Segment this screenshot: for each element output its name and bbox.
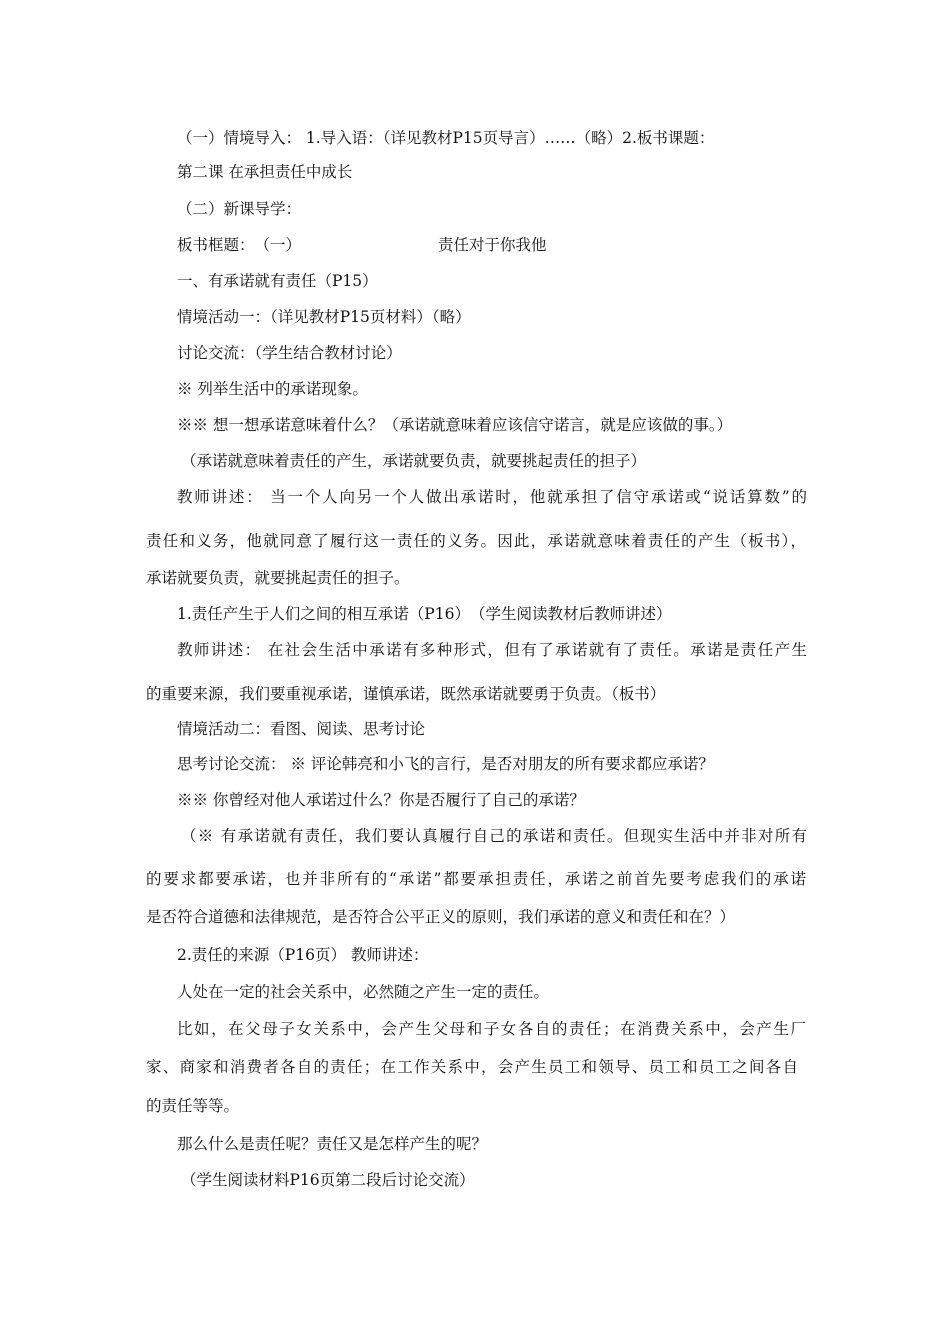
- text-line: 讨论交流：（学生结合教材讨论）: [177, 344, 402, 362]
- text-line: （二）新课导学：: [177, 200, 302, 218]
- text-line: 的要求都要承诺，也并非所有的“承诺”都要承担责任，承诺之前首先要考虑我们的承诺: [146, 870, 806, 888]
- text-line: ※ 列举生活中的承诺现象。: [177, 380, 368, 398]
- text-line: 1.责任产生于人们之间的相互承诺（P16） （学生阅读教材后教师讲述）: [177, 605, 672, 623]
- text-line: 板书框题： （一）: [177, 236, 302, 254]
- text-line: 是否符合道德和法律规范，是否符合公平正义的原则，我们承诺的意义和责任和在？）: [146, 908, 736, 926]
- section-heading: 一、有承诺就有责任（P15）: [177, 272, 378, 290]
- text-line: 承诺就要负责，就要挑起责任的担子。: [146, 569, 410, 587]
- text-line: 责任对于你我他: [438, 236, 547, 254]
- text-line: （※ 有承诺就有责任，我们要认真履行自己的承诺和责任。但现实生活中并非对所有: [181, 827, 807, 845]
- text-line: 的重要来源，我们要重视承诺，谨慎承诺，既然承诺就要勇于负责。（板书）: [146, 685, 666, 703]
- text-line: 思考讨论交流： ※ 评论韩亮和小飞的言行，是否对朋友的所有要求都应承诺？: [177, 755, 714, 773]
- text-line: 那么什么是责任呢？责任又是怎样产生的呢？: [177, 1135, 488, 1153]
- text-line: 的责任等等。: [146, 1097, 240, 1115]
- text-line: （承诺就意味着责任的产生，承诺就要负责，就要挑起责任的担子）: [181, 452, 647, 470]
- text-line: 家、商家和消费者各自的责任；在工作关系中，会产生员工和领导、员工和员工之间各自: [146, 1058, 798, 1076]
- text-line: （学生阅读材料P16页第二段后讨论交流）: [181, 1171, 475, 1189]
- text-line: 情境活动一：（详见教材P15页材料）（略）: [177, 308, 471, 326]
- text-line: 第二课 在承担责任中成长: [177, 163, 353, 181]
- text-line: 2.责任的来源（P16页） 教师讲述：: [177, 946, 429, 964]
- text-line: 人处在一定的社会关系中，必然随之产生一定的责任。: [177, 983, 550, 1001]
- text-line: 责任和义务，他就同意了履行这一责任的义务。因此，承诺就意味着责任的产生（板书），: [146, 532, 806, 550]
- text-line: 教师讲述： 在社会生活中承诺有多种形式，但有了承诺就有了责任。承诺是责任产生: [177, 641, 807, 659]
- text-line: 教师讲述： 当一个人向另一个人做出承诺时，他就承担了信守承诺或“说话算数”的: [177, 488, 807, 506]
- text-line: 比如，在父母子女关系中，会产生父母和子女各自的责任；在消费关系中，会产生厂: [177, 1020, 806, 1038]
- text-line: 情境活动二：看图、阅读、思考讨论: [177, 720, 426, 738]
- text-line: （一）情境导入： 1.导入语：（详见教材P15页导言）……（略）2.板书课题：: [177, 129, 715, 147]
- text-line: ※※ 想一想承诺意味着什么？（承诺就意味着应该信守诺言，就是应该做的事。）: [177, 416, 733, 434]
- text-line: ※※ 你曾经对他人承诺过什么？你是否履行了自己的承诺？: [177, 791, 585, 809]
